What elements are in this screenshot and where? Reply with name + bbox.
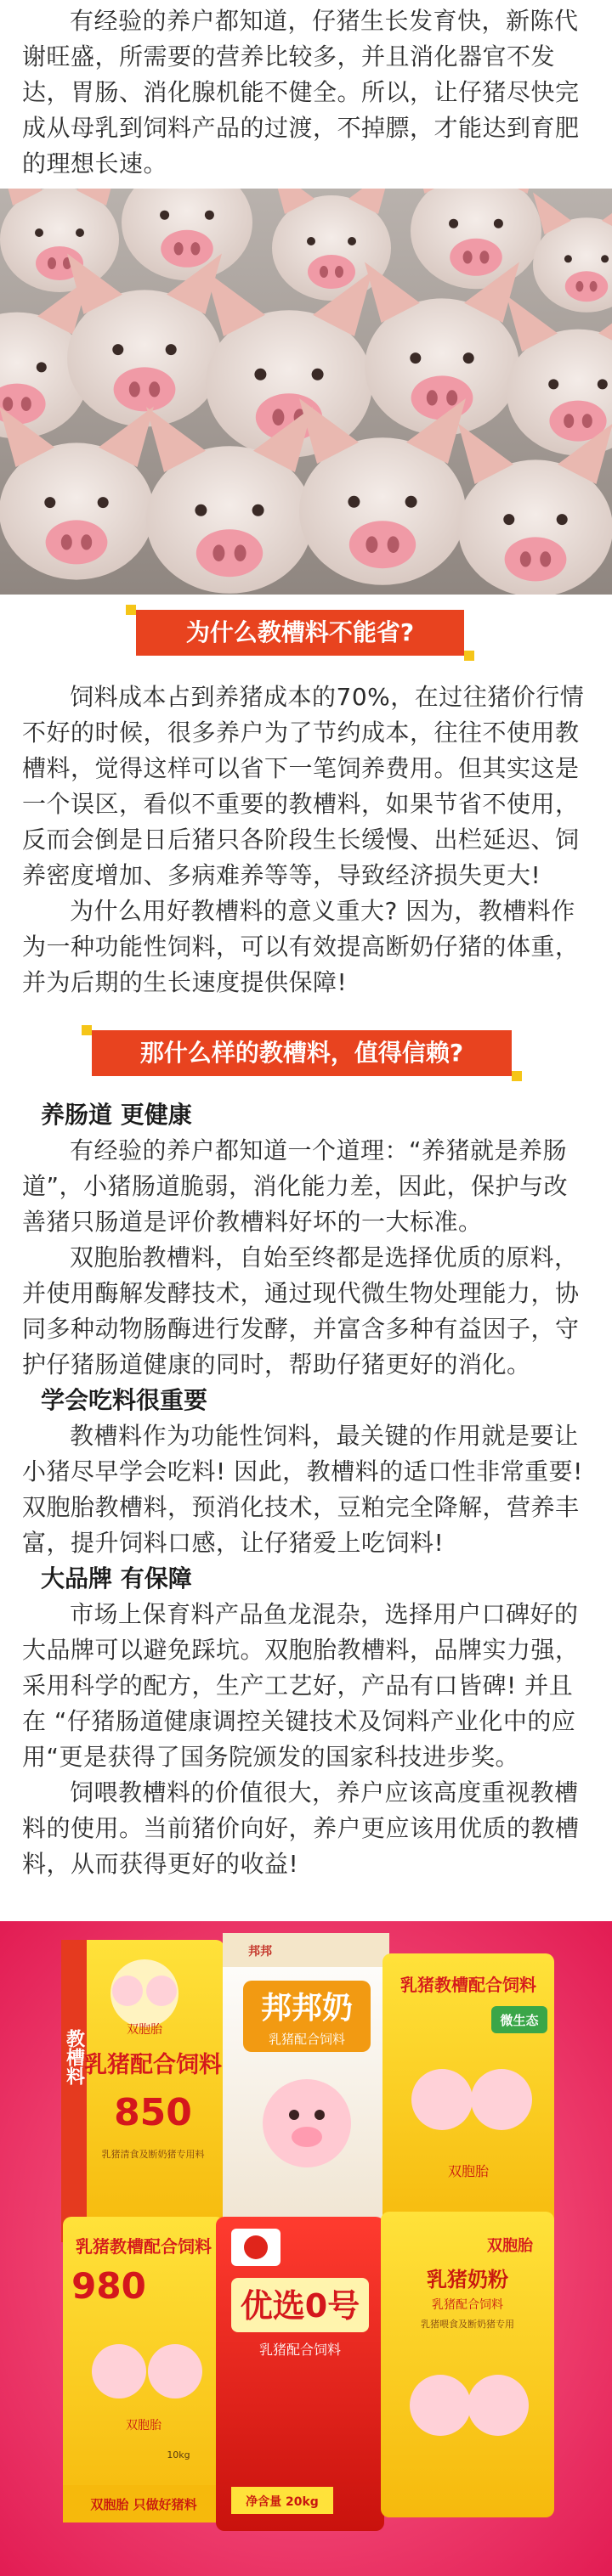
bag6-brand: 双胞胎 — [487, 2237, 533, 2255]
section1-paragraph-1: 饲料成本占到养猪成本的70%，在过往猪价行情不好的时候，很多养户为了节约成本，往往不使用教槽料，觉得这样可以省下一笔饲养费用。但其实这是一个误区，看似不重要的教槽料，如果节省不使用，反而会倒是日后猪只各阶段生长缓慢、出栏延迟、饲养密度增加、多病难养等等，导致经济损失更大! — [22, 683, 585, 889]
section2-paragraph-5: 饲喂教槽料的价值很大，养户应该高度重视教槽料的使用。当前猪价向好，养户更应该用优质的教槽料，从而获得更好的收益! — [22, 1778, 580, 1878]
bag3-tag: 微生态 — [500, 2013, 539, 2028]
bag5-sub: 乳猪配合饲料 — [258, 2342, 342, 2358]
bag3-brand: 双胞胎 — [447, 2163, 490, 2179]
bag6-sub2: 乳猪喂食及断奶猪专用 — [421, 2319, 514, 2330]
section2-paragraph-1: 有经验的养户都知道一个道理：“养猪就是养肠道”，小猪肠道脆弱，消化能力差，因此，保护与改善猪只肠道是评价教槽料好坏的一大标准。 — [22, 1136, 569, 1236]
banner-deco-square — [464, 651, 474, 661]
section2-paragraph-3: 教槽料作为功能性饲料，最关键的作用就是要让小猪尽早学会吃料! 因此，教槽料的适口性非常重要! 双胞胎教槽料，预消化技术，豆粕完全降解，营养丰富，提升饲料口感，让仔猪爱上吃饲料! — [22, 1422, 583, 1557]
product-bag-850 — [61, 1940, 224, 2242]
bag5-weight: 净含量 20kg — [246, 2495, 319, 2509]
product-bag-youxuan0 — [216, 2217, 384, 2531]
section1-paragraph-2: 为什么用好教槽料的意义重大? 因为，教槽料作为一种功能性饲料，可以有效提高断奶仔猪的体重，并为后期的生长速度提供保障! — [22, 897, 580, 996]
products-image — [0, 1921, 612, 2576]
bag1-side-text: 教槽料 — [63, 2029, 85, 2085]
bag4-label: 乳猪教槽配合饲料 — [76, 2236, 212, 2257]
subheading-gut-health: 养肠道 更健康 — [41, 1101, 192, 1129]
subheading-learn-to-eat: 学会吃料很重要 — [41, 1386, 208, 1414]
section-banner-trust — [92, 1030, 512, 1076]
banner-box: 为什么教槽料不能省? — [136, 610, 464, 656]
product-bag-probiotic — [382, 1953, 554, 2242]
bag2-brand: 邦邦 — [248, 1945, 272, 1959]
product-bag-milk-powder — [381, 2212, 554, 2517]
bag4-code: 980 — [71, 2265, 146, 2307]
bag6-sub: 乳猪配合饲料 — [432, 2298, 503, 2312]
bag4-weight: 10kg — [167, 2449, 190, 2460]
bag2-label: 邦邦奶 — [260, 1991, 354, 2026]
piglets-photo — [0, 189, 612, 595]
bag1-code: 850 — [114, 2091, 192, 2134]
bag6-label: 乳猪奶粉 — [427, 2268, 508, 2291]
bag4-foot: 双胞胎 只做好猪料 — [90, 2497, 197, 2512]
section2-paragraph-2: 双胞胎教槽料，自始至终都是选择优质的原料，并使用酶解发酵技术，通过现代微生物处理能力，协同多种动物肠酶进行发酵，并富含多种有益因子，守护仔猪肠道健康的同时，帮助仔猪更好的消化。 — [22, 1243, 580, 1378]
bag2-sub: 乳猪配合饲料 — [268, 2032, 346, 2047]
subheading-big-brand: 大品牌 有保障 — [41, 1564, 192, 1592]
intro-paragraph: 有经验的养户都知道，仔猪生长发育快，新陈代谢旺盛，所需要的营养比较多，并且消化器官不发达，胃肠、消化腺机能不健全。所以，让仔猪尽快完成从母乳到饲料产品的过渡，不掉膘，才能达到育肥的理想长速。 — [22, 7, 580, 178]
banner-box: 那什么样的教槽料，值得信赖? — [92, 1030, 512, 1076]
banner-deco-square — [126, 605, 136, 615]
piglet — [0, 189, 119, 292]
bag1-brand: 双胞胎 — [127, 2023, 162, 2037]
bag5-label: 优选0号 — [240, 2287, 360, 2325]
product-bag-980 — [63, 2217, 224, 2522]
banner-deco-square — [82, 1025, 92, 1035]
bag1-label: 乳猪配合饲料 — [84, 2052, 222, 2078]
section2-paragraph-4: 市场上保育料产品鱼龙混杂，选择用户口碑好的大品牌可以避免踩坑。双胞胎教槽料，品牌实力强，采用科学的配方，生产工艺好，产品有口皆碑! 并且在 “仔猪肠道健康调控关键技术及饲料产业化中的应用“更是获得了国务院颁发的国家科技进步奖。 — [22, 1600, 580, 1771]
bag4-brand: 双胞胎 — [126, 2419, 162, 2432]
product-bag-bangbangnai — [223, 1933, 389, 2247]
section-banner-why — [136, 610, 464, 656]
bag1-sub: 乳猪清食及断奶猪专用料 — [101, 2149, 205, 2160]
bag3-label: 乳猪教槽配合饲料 — [400, 1975, 536, 1995]
banner-deco-square — [512, 1071, 522, 1081]
